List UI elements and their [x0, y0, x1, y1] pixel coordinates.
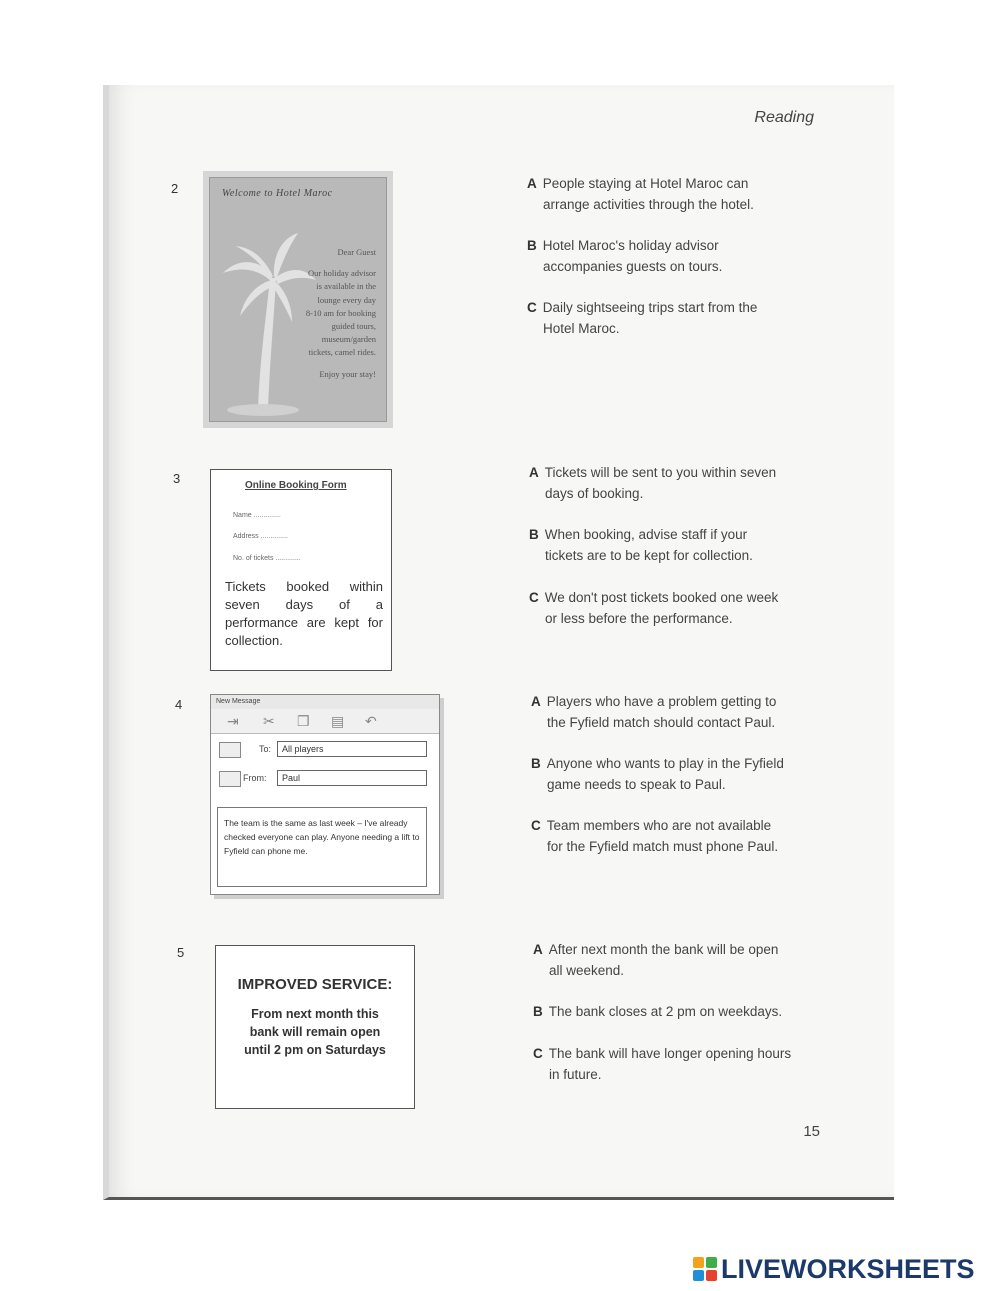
hotel-body-line: tickets, camel rides.: [308, 347, 376, 358]
booking-field-address: Address ..............: [233, 533, 288, 540]
address-book-icon: [219, 742, 241, 758]
email-toolbar: [211, 709, 439, 734]
page-number: 15: [803, 1123, 820, 1140]
from-label: From:: [243, 773, 267, 783]
booking-field-name: Name ..............: [233, 512, 281, 519]
copy-icon: ❐: [297, 713, 310, 729]
hotel-body-line: Our holiday advisor: [308, 268, 376, 279]
option-3c: C We don't post tickets booked one week or less before the performance.: [529, 590, 779, 626]
hotel-notice: [209, 177, 387, 422]
hotel-greeting: Dear Guest: [337, 247, 376, 257]
liveworksheets-logo[interactable]: [693, 1255, 975, 1283]
section-title: Reading: [754, 109, 814, 126]
bank-notice-text: [216, 1005, 414, 1059]
option-4a: A Players who have a problem getting to the Fyfield match should contact Paul.: [531, 694, 777, 730]
bank-line: From next month this: [251, 1007, 379, 1021]
address-book-icon: [219, 771, 241, 787]
hotel-notice-title: Welcome to Hotel Maroc: [222, 188, 333, 199]
undo-icon: ↶: [365, 713, 377, 729]
to-label: To:: [259, 744, 272, 754]
booking-note: Tickets booked within seven days of a performance are kept for collection.: [225, 579, 383, 648]
booking-form-title: Online Booking Form: [245, 480, 347, 491]
bank-line: until 2 pm on Saturdays: [244, 1043, 386, 1057]
option-3b: B When booking, advise staff if your tickets are to be kept for collection.: [529, 527, 753, 563]
question-number: 3: [173, 471, 181, 486]
logo-icon: [693, 1257, 717, 1281]
option-4c: C Team members who are not available for the Fyfield match must phone Paul.: [531, 818, 779, 854]
option-3a: A Tickets will be sent to you within seven days of booking.: [529, 465, 777, 501]
bank-line: bank will remain open: [249, 1025, 381, 1039]
workbook-page: [103, 85, 894, 1200]
email-body: The team is the same as last week – I've already checked everyone can play. Anyone needing a lift to Fyfield can phone me.: [217, 807, 427, 887]
question-number: 4: [175, 697, 183, 712]
paste-icon: ▤: [331, 713, 345, 729]
question-number: 2: [171, 181, 179, 196]
logo-text: LIVEWORKSHEETS: [721, 1253, 975, 1284]
send-icon: ⇥: [227, 713, 239, 729]
hotel-body-line: is available in the: [316, 281, 376, 292]
hotel-body-line: museum/garden: [321, 334, 376, 345]
email-window-title: New Message: [211, 695, 439, 710]
to-field: All players: [277, 741, 427, 757]
hotel-body-line: 8-10 am for booking: [305, 307, 376, 318]
option-2a: A People staying at Hotel Maroc can arrange activities through the hotel.: [527, 176, 754, 212]
question-number: 5: [177, 945, 185, 960]
bank-notice-title: IMPROVED SERVICE:: [237, 976, 393, 993]
booking-field-tickets: No. of tickets .............: [233, 555, 301, 562]
option-2b: B Hotel Maroc's holiday advisor accompanies guests on tours.: [527, 238, 723, 274]
booking-form-notice: [210, 469, 392, 671]
option-5c: C The bank will have longer opening hours in future.: [533, 1046, 792, 1082]
option-4b: B Anyone who wants to play in the Fyfield game needs to speak to Paul.: [531, 756, 784, 792]
bank-notice: [215, 945, 415, 1109]
hotel-notice-body: [268, 246, 376, 389]
email-notice: [210, 694, 440, 895]
cut-icon: ✂: [263, 713, 275, 729]
from-field: Paul: [277, 770, 427, 786]
option-5b: B The bank closes at 2 pm on weekdays.: [533, 1004, 783, 1019]
hotel-closing: Enjoy your stay!: [319, 368, 376, 379]
option-2c: C Daily sightseeing trips start from the Hotel Maroc.: [527, 300, 758, 336]
option-5a: A After next month the bank will be open all weekend.: [533, 942, 779, 978]
hotel-body-line: guided tours,: [331, 321, 376, 332]
hotel-body-line: lounge every day: [317, 294, 376, 305]
